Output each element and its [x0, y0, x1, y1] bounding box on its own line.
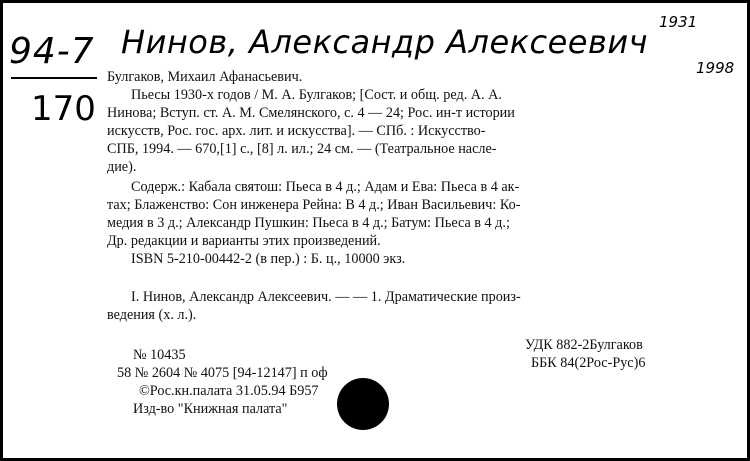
- record-number: № 10435: [133, 347, 186, 363]
- added-entry-line-2: ведения (х. л.).: [107, 307, 197, 323]
- contents-line-1: Содерж.: Кабала святош: Пьеса в 4 д.; Адам и Ева: Пьеса в 4 ак-: [131, 179, 520, 195]
- contents-line-3: медия в 3 д.; Александр Пушкин: Пьеса в 4 д.; Батум: Пьеса в 4 д.;: [107, 215, 510, 231]
- title-line-5: дие).: [107, 159, 137, 175]
- registration-line: 58 № 2604 № 4075 [94-12147] п оф: [117, 365, 328, 381]
- handwritten-heading: Нинов, Александр Алексеевич: [121, 23, 649, 61]
- call-number-divider: [11, 77, 97, 79]
- call-number-bottom: 170: [31, 89, 96, 129]
- handwritten-year-2: 1998: [696, 59, 735, 77]
- ink-blot: [337, 378, 389, 430]
- title-line-2: Нинова; Вступ. ст. А. М. Смелянского, с. 4 — 24; Рос. ин-т истории: [107, 105, 515, 121]
- copyright-line: ©Рос.кн.палата 31.05.94 Б957: [139, 383, 319, 399]
- publisher-line: Изд-во "Книжная палата": [133, 401, 288, 417]
- title-line-1: Пьесы 1930-х годов / М. А. Булгаков; [Сост. и общ. ред. А. А.: [131, 87, 502, 103]
- isbn-line: ISBN 5-210-00442-2 (в пер.) : Б. ц., 10000 экз.: [131, 251, 406, 267]
- title-line-3: искусств, Рос. гос. арх. лит. и искусства]. — СПб. : Искусство-: [107, 123, 486, 139]
- bbk-code: ББК 84(2Рос-Рус)6: [531, 355, 646, 371]
- udk-code: УДК 882-2Булгаков: [525, 337, 643, 353]
- call-number-top: 94-7: [9, 31, 95, 72]
- title-line-4: СПБ, 1994. — 670,[1] с., [8] л. ил.; 24 см. — (Театральное насле-: [107, 141, 497, 157]
- contents-line-2: тах; Блаженство: Сон инженера Рейна: В 4 д.; Иван Васильевич: Ко-: [107, 197, 521, 213]
- contents-line-4: Др. редакции и варианты этих произведений.: [107, 233, 381, 249]
- added-entry-line-1: I. Нинов, Александр Алексеевич. — — 1. Драматические произ-: [131, 289, 521, 305]
- handwritten-year-1: 1931: [659, 13, 698, 31]
- author-heading: Булгаков, Михаил Афанасьевич.: [107, 69, 303, 85]
